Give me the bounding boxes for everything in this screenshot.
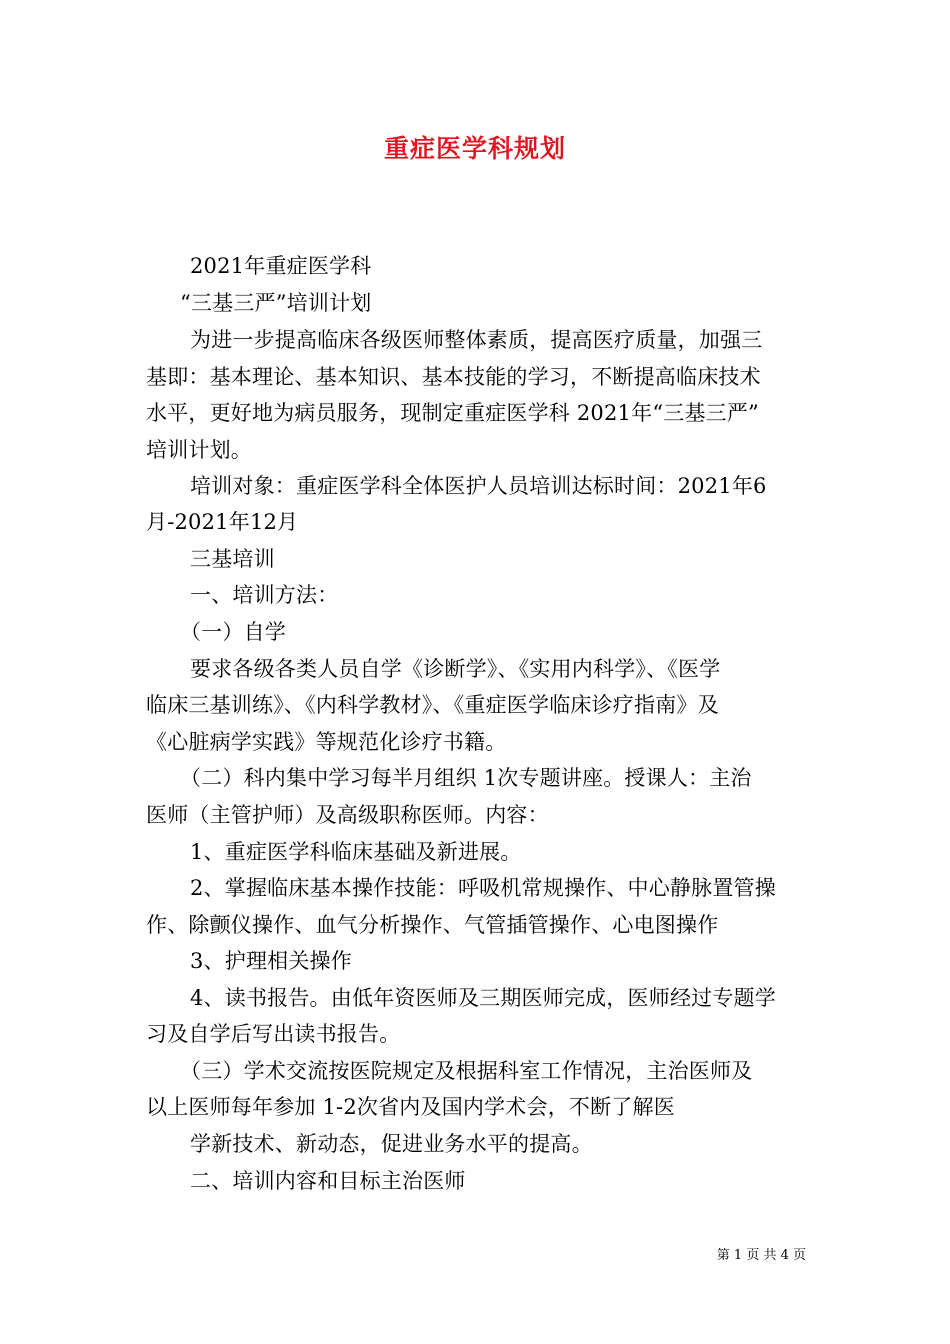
text-line: 培训计划。 — [146, 438, 252, 462]
text-line: 1、重症医学科临床基础及新进展。 — [190, 840, 522, 864]
page-title: 重症医学科规划 — [383, 134, 566, 163]
text-line: 以上医师每年参加 1-2次省内及国内学术会，不断了解医 — [146, 1095, 675, 1119]
text-line: 作、除颤仪操作、血气分析操作、气管插管操作、心电图操作 — [146, 913, 719, 937]
text-line: 为进一步提高临床各级医师整体素质，提高医疗质量，加强三 — [190, 328, 763, 352]
text-line: 临床三基训练》、《内科学教材》、《重症医学临床诊疗指南》及 — [146, 693, 719, 717]
text-line: 2021年重症医学科 — [190, 254, 372, 278]
text-line: 《心脏病学实践》等规范化诊疗书籍。 — [146, 730, 507, 754]
text-line: 习及自学后写出读书报告。 — [146, 1022, 401, 1046]
text-line: （一）自学 — [180, 620, 286, 644]
text-line: 月-2021年12月 — [146, 510, 299, 534]
text-line: 基即：基本理论、基本知识、基本技能的学习，不断提高临床技术 — [146, 365, 761, 389]
text-line: （三）学术交流按医院规定及根据科室工作情况，主治医师及 — [180, 1059, 753, 1083]
text-line: 水平，更好地为病员服务，现制定重症医学科 2021年“三基三严” — [146, 401, 759, 425]
text-line: 学新技术、新动态，促进业务水平的提高。 — [190, 1132, 593, 1156]
text-line: （二）科内集中学习每半月组织 1次专题讲座。授课人：主治 — [180, 766, 752, 790]
text-line: 三基培训 — [190, 547, 275, 571]
text-line: 4、读书报告。由低年资医师及三期医师完成，医师经过专题学 — [190, 986, 776, 1010]
text-line: 二、培训内容和目标主治医师 — [190, 1169, 466, 1193]
text-line: 2、掌握临床基本操作技能：呼吸机常规操作、中心静脉置管操 — [190, 876, 776, 900]
text-line: 要求各级各类人员自学《诊断学》、《实用内科学》、《医学 — [190, 657, 721, 681]
text-line: 3、护理相关操作 — [190, 949, 352, 973]
text-line: “三基三严”培训计划 — [180, 291, 372, 315]
text-line: 医师（主管护师）及高级职称医师。内容： — [146, 803, 549, 827]
text-line: 一、培训方法： — [190, 583, 339, 607]
text-line: 培训对象：重症医学科全体医护人员培训达标时间：2021年6 — [190, 474, 767, 498]
page-footer: 第 1 页 共 4 页 — [716, 1248, 806, 1263]
